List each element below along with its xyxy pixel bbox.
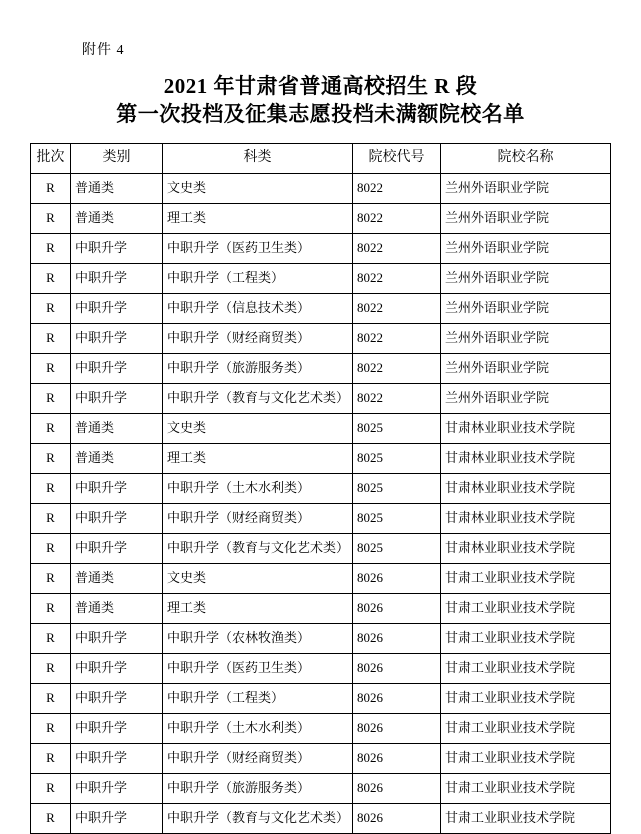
row-code: 8025 bbox=[353, 503, 441, 533]
column-header-subject: 科类 bbox=[163, 143, 353, 173]
table-row bbox=[31, 533, 611, 563]
table-row bbox=[31, 353, 611, 383]
column-header-code: 院校代号 bbox=[353, 143, 441, 173]
row-college-name: 甘肃工业职业技术学院 bbox=[441, 803, 611, 833]
row-batch: R bbox=[31, 803, 71, 833]
row-code: 8025 bbox=[353, 473, 441, 503]
row-category: 中职升学 bbox=[71, 743, 163, 773]
table-body bbox=[31, 173, 611, 833]
table-row bbox=[31, 593, 611, 623]
row-code: 8026 bbox=[353, 563, 441, 593]
row-subject: 中职升学（旅游服务类） bbox=[163, 773, 353, 803]
table-row bbox=[31, 233, 611, 263]
row-college-name: 甘肃工业职业技术学院 bbox=[441, 593, 611, 623]
row-code: 8025 bbox=[353, 413, 441, 443]
row-college-name: 甘肃工业职业技术学院 bbox=[441, 743, 611, 773]
row-batch: R bbox=[31, 683, 71, 713]
row-college-name: 甘肃工业职业技术学院 bbox=[441, 653, 611, 683]
row-college-name: 兰州外语职业学院 bbox=[441, 293, 611, 323]
row-batch: R bbox=[31, 653, 71, 683]
row-category: 中职升学 bbox=[71, 263, 163, 293]
row-subject: 文史类 bbox=[163, 173, 353, 203]
row-subject: 文史类 bbox=[163, 563, 353, 593]
row-code: 8022 bbox=[353, 323, 441, 353]
table-row bbox=[31, 443, 611, 473]
row-code: 8022 bbox=[353, 263, 441, 293]
row-batch: R bbox=[31, 533, 71, 563]
table-row bbox=[31, 653, 611, 683]
row-subject: 中职升学（医药卫生类） bbox=[163, 233, 353, 263]
row-category: 普通类 bbox=[71, 413, 163, 443]
row-category: 中职升学 bbox=[71, 323, 163, 353]
row-code: 8022 bbox=[353, 383, 441, 413]
row-batch: R bbox=[31, 443, 71, 473]
table-row bbox=[31, 713, 611, 743]
row-code: 8026 bbox=[353, 593, 441, 623]
row-batch: R bbox=[31, 353, 71, 383]
row-category: 普通类 bbox=[71, 563, 163, 593]
row-subject: 中职升学（农林牧渔类） bbox=[163, 623, 353, 653]
row-batch: R bbox=[31, 473, 71, 503]
row-college-name: 甘肃林业职业技术学院 bbox=[441, 443, 611, 473]
row-code: 8022 bbox=[353, 233, 441, 263]
table-header-row bbox=[31, 143, 611, 173]
row-batch: R bbox=[31, 293, 71, 323]
row-subject: 中职升学（工程类） bbox=[163, 263, 353, 293]
row-college-name: 甘肃林业职业技术学院 bbox=[441, 473, 611, 503]
row-subject: 中职升学（教育与文化艺术类） bbox=[163, 383, 353, 413]
row-code: 8026 bbox=[353, 623, 441, 653]
table-row bbox=[31, 173, 611, 203]
table-header bbox=[31, 143, 611, 173]
table-row bbox=[31, 323, 611, 353]
row-college-name: 甘肃工业职业技术学院 bbox=[441, 623, 611, 653]
row-college-name: 甘肃林业职业技术学院 bbox=[441, 413, 611, 443]
row-category: 中职升学 bbox=[71, 503, 163, 533]
row-batch: R bbox=[31, 413, 71, 443]
row-category: 普通类 bbox=[71, 593, 163, 623]
row-subject: 中职升学（工程类） bbox=[163, 683, 353, 713]
page-title-line1: 2021 年甘肃省普通高校招生 R 段 bbox=[163, 74, 478, 98]
table-row bbox=[31, 293, 611, 323]
table-row bbox=[31, 563, 611, 593]
row-college-name: 甘肃工业职业技术学院 bbox=[441, 563, 611, 593]
row-category: 中职升学 bbox=[71, 773, 163, 803]
row-batch: R bbox=[31, 323, 71, 353]
attachment-label: 附件 4 bbox=[82, 43, 125, 58]
table-row bbox=[31, 623, 611, 653]
row-subject: 中职升学（土木水利类） bbox=[163, 713, 353, 743]
row-category: 中职升学 bbox=[71, 293, 163, 323]
row-subject: 中职升学（旅游服务类） bbox=[163, 353, 353, 383]
row-subject: 中职升学（教育与文化艺术类） bbox=[163, 533, 353, 563]
row-batch: R bbox=[31, 383, 71, 413]
table-row bbox=[31, 263, 611, 293]
row-subject: 中职升学（教育与文化艺术类） bbox=[163, 803, 353, 833]
row-batch: R bbox=[31, 713, 71, 743]
row-code: 8026 bbox=[353, 743, 441, 773]
row-code: 8022 bbox=[353, 173, 441, 203]
row-code: 8026 bbox=[353, 803, 441, 833]
row-college-name: 兰州外语职业学院 bbox=[441, 263, 611, 293]
row-college-name: 甘肃林业职业技术学院 bbox=[441, 503, 611, 533]
row-subject: 中职升学（医药卫生类） bbox=[163, 653, 353, 683]
row-code: 8025 bbox=[353, 533, 441, 563]
row-subject: 中职升学（土木水利类） bbox=[163, 473, 353, 503]
row-college-name: 甘肃工业职业技术学院 bbox=[441, 683, 611, 713]
row-subject: 中职升学（信息技术类） bbox=[163, 293, 353, 323]
row-category: 中职升学 bbox=[71, 353, 163, 383]
row-batch: R bbox=[31, 203, 71, 233]
row-subject: 理工类 bbox=[163, 443, 353, 473]
row-code: 8026 bbox=[353, 683, 441, 713]
row-college-name: 兰州外语职业学院 bbox=[441, 203, 611, 233]
row-subject: 理工类 bbox=[163, 593, 353, 623]
table-row bbox=[31, 743, 611, 773]
row-category: 中职升学 bbox=[71, 803, 163, 833]
column-header-category: 类别 bbox=[71, 143, 163, 173]
table-row bbox=[31, 473, 611, 503]
row-category: 中职升学 bbox=[71, 233, 163, 263]
row-category: 中职升学 bbox=[71, 653, 163, 683]
row-code: 8026 bbox=[353, 773, 441, 803]
row-subject: 中职升学（财经商贸类） bbox=[163, 743, 353, 773]
row-college-name: 兰州外语职业学院 bbox=[441, 233, 611, 263]
row-college-name: 兰州外语职业学院 bbox=[441, 353, 611, 383]
page-title bbox=[30, 72, 611, 129]
row-college-name: 兰州外语职业学院 bbox=[441, 173, 611, 203]
row-code: 8026 bbox=[353, 713, 441, 743]
column-header-name: 院校名称 bbox=[441, 143, 611, 173]
row-batch: R bbox=[31, 263, 71, 293]
row-college-name: 甘肃林业职业技术学院 bbox=[441, 533, 611, 563]
row-category: 中职升学 bbox=[71, 623, 163, 653]
row-college-name: 兰州外语职业学院 bbox=[441, 323, 611, 353]
row-subject: 中职升学（财经商贸类） bbox=[163, 503, 353, 533]
row-code: 8022 bbox=[353, 353, 441, 383]
row-batch: R bbox=[31, 623, 71, 653]
row-code: 8025 bbox=[353, 443, 441, 473]
column-header-batch: 批次 bbox=[31, 143, 71, 173]
row-category: 中职升学 bbox=[71, 533, 163, 563]
row-code: 8022 bbox=[353, 203, 441, 233]
row-category: 普通类 bbox=[71, 203, 163, 233]
table-row bbox=[31, 203, 611, 233]
row-subject: 理工类 bbox=[163, 203, 353, 233]
row-batch: R bbox=[31, 233, 71, 263]
row-college-name: 甘肃工业职业技术学院 bbox=[441, 713, 611, 743]
page-title-line2: 第一次投档及征集志愿投档未满额院校名单 bbox=[116, 102, 525, 127]
table-row bbox=[31, 803, 611, 833]
college-list-table bbox=[30, 143, 611, 834]
row-batch: R bbox=[31, 173, 71, 203]
table-row bbox=[31, 383, 611, 413]
row-category: 中职升学 bbox=[71, 713, 163, 743]
row-batch: R bbox=[31, 593, 71, 623]
row-category: 普通类 bbox=[71, 173, 163, 203]
row-batch: R bbox=[31, 563, 71, 593]
row-code: 8022 bbox=[353, 293, 441, 323]
row-category: 中职升学 bbox=[71, 683, 163, 713]
row-category: 普通类 bbox=[71, 443, 163, 473]
row-batch: R bbox=[31, 743, 71, 773]
table-row bbox=[31, 413, 611, 443]
table-row bbox=[31, 503, 611, 533]
row-code: 8026 bbox=[353, 653, 441, 683]
row-subject: 文史类 bbox=[163, 413, 353, 443]
row-category: 中职升学 bbox=[71, 473, 163, 503]
table-row bbox=[31, 683, 611, 713]
row-college-name: 兰州外语职业学院 bbox=[441, 383, 611, 413]
row-category: 中职升学 bbox=[71, 383, 163, 413]
row-batch: R bbox=[31, 773, 71, 803]
table-row bbox=[31, 773, 611, 803]
row-college-name: 甘肃工业职业技术学院 bbox=[441, 773, 611, 803]
row-batch: R bbox=[31, 503, 71, 533]
row-subject: 中职升学（财经商贸类） bbox=[163, 323, 353, 353]
